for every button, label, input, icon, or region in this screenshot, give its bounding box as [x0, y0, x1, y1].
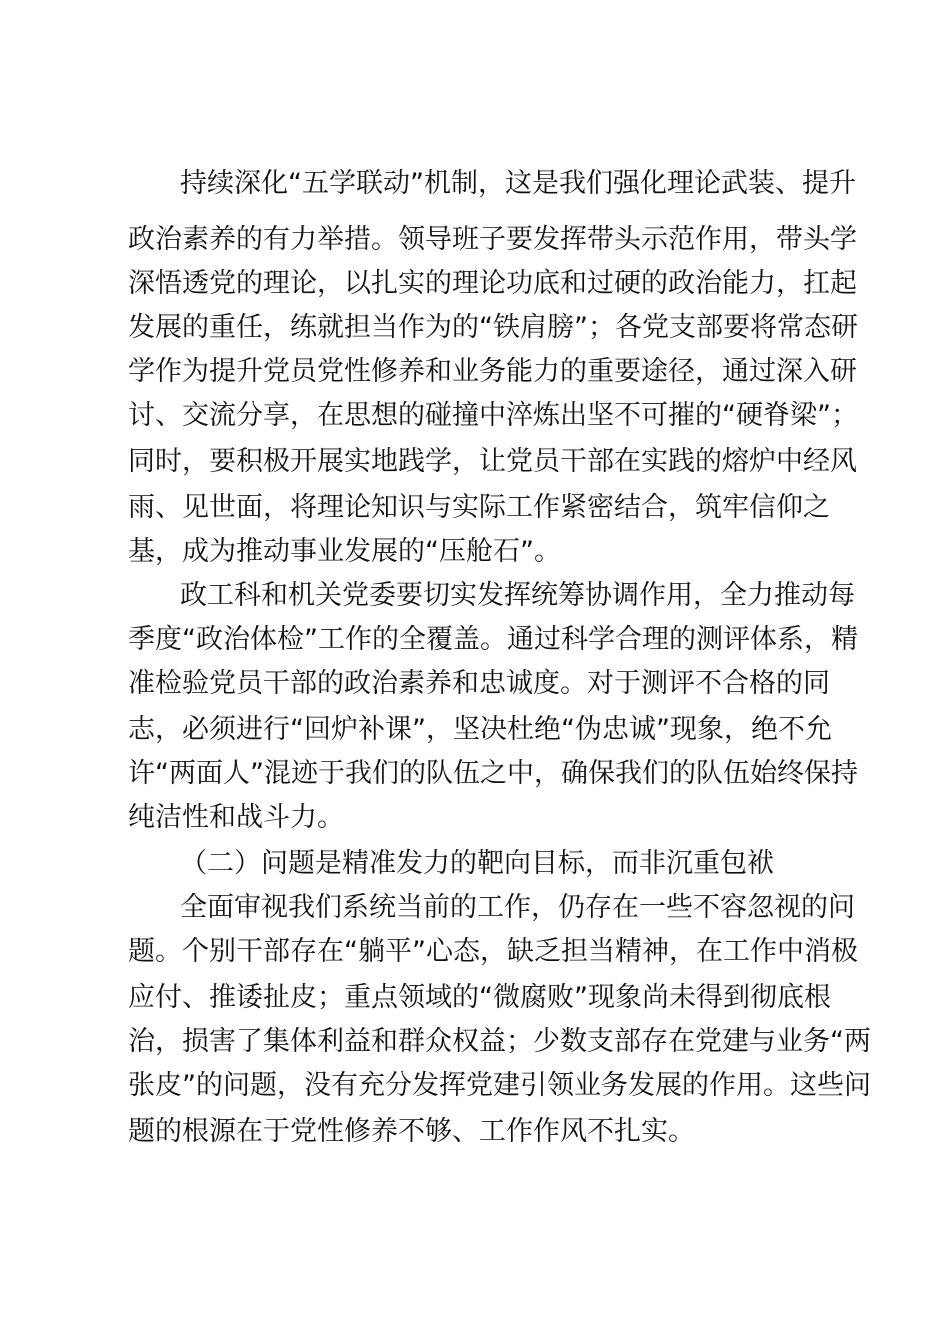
paragraph-line: 纯洁性和战斗力。	[128, 802, 344, 833]
paragraph-line: 题的根源在于党性修养不够、工作作风不扎实。	[128, 1116, 695, 1147]
paragraph-line: 深悟透党的理论，以扎实的理论功底和过硬的政治能力，扛起	[128, 268, 857, 299]
paragraph-line: 雨、见世面，将理论知识与实际工作紧密结合，筑牢信仰之	[128, 492, 830, 523]
paragraph-line: 题。个别干部存在“躺平”心态，缺乏担当精神，在工作中消极	[128, 936, 858, 967]
section-heading: （二）问题是精准发力的靶向目标，而非沉重包袱	[180, 848, 774, 879]
paragraph-line: 志，必须进行“回炉补课”，坚决杜绝“伪忠诚”现象，绝不允	[128, 714, 832, 745]
paragraph-line: 准检验党员干部的政治素养和忠诚度。对于测评不合格的同	[128, 668, 830, 699]
paragraph-line: 治，损害了集体利益和群众权益；少数支部存在党建与业务“两	[128, 1026, 871, 1057]
paragraph-line: 全面审视我们系统当前的工作，仍存在一些不容忽视的问	[180, 892, 855, 923]
paragraph-line: 政工科和机关党委要切实发挥统筹协调作用，全力推动每	[180, 580, 855, 611]
paragraph-line: 政治素养的有力举措。领导班子要发挥带头示范作用，带头学	[128, 224, 857, 255]
paragraph-line: 发展的重任，练就担当作为的“铁肩膀”；各党支部要将常态研	[128, 312, 858, 343]
paragraph-line: 同时，要积极开展实地践学，让党员干部在实践的熔炉中经风	[128, 446, 857, 477]
paragraph-line: 学作为提升党员党性修养和业务能力的重要途径，通过深入研	[128, 356, 857, 387]
paragraph-line: 许“两面人”混迹于我们的队伍之中，确保我们的队伍始终保持	[128, 758, 858, 789]
paragraph-line: 基，成为推动事业发展的“压舱石”。	[128, 536, 561, 567]
paragraph-line: 季度“政治体检”工作的全覆盖。通过科学合理的测评体系，精	[128, 624, 858, 655]
paragraph-line: 应付、推诿扯皮；重点领域的“微腐败”现象尚未得到彻底根	[128, 982, 831, 1013]
paragraph-line: 讨、交流分享，在思想的碰撞中淬炼出坚不可摧的“硬脊梁”；	[128, 400, 858, 431]
paragraph-line: 张皮”的问题，没有充分发挥党建引领业务发展的作用。这些问	[128, 1070, 871, 1101]
paragraph-line: 持续深化“五学联动”机制，这是我们强化理论武装、提升	[180, 168, 856, 199]
